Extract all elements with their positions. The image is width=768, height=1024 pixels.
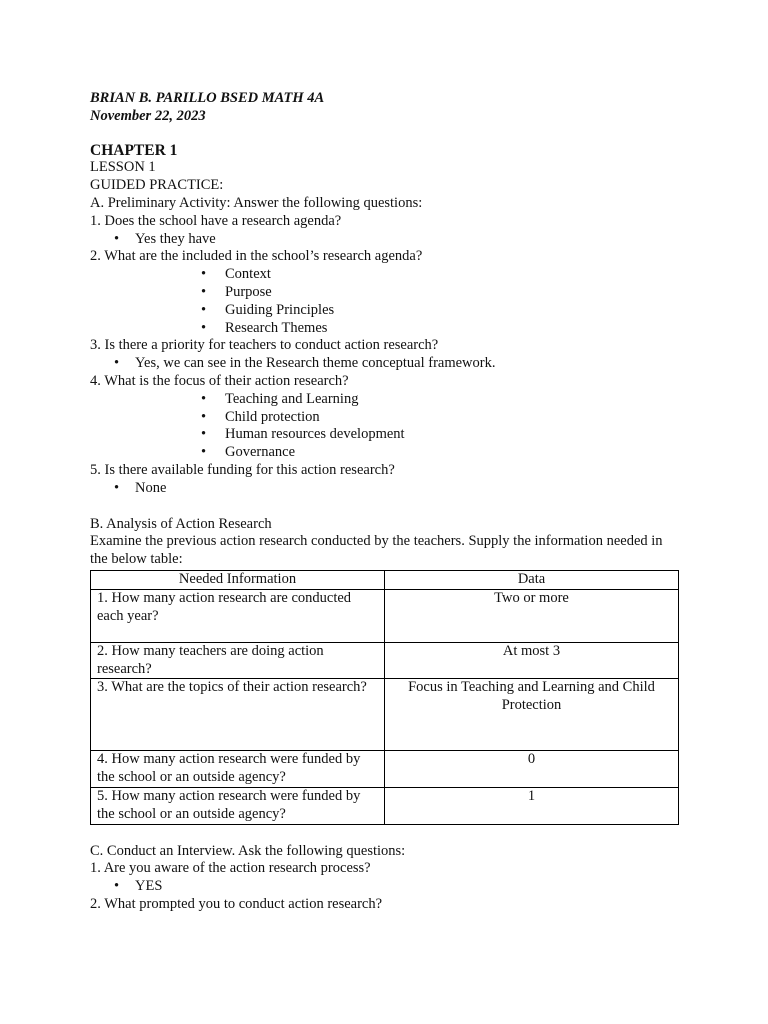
answer-list-a3	[90, 355, 680, 373]
lesson-heading: LESSON 1	[90, 159, 156, 176]
list-item: • Yes they have	[90, 231, 680, 249]
answer-list-a4	[90, 391, 680, 462]
table-cell-data: At most 3	[385, 642, 679, 679]
answer-list-a1	[90, 231, 680, 249]
section-a-title: A. Preliminary Activity: Answer the following questions:	[90, 194, 423, 211]
list-item: • Child protection	[90, 409, 680, 427]
question-a3: 3. Is there a priority for teachers to conduct action research?	[90, 337, 439, 354]
answer-list-a5	[90, 480, 680, 498]
table-cell-question: 5. How many action research were funded by the school or an outside agency?	[91, 787, 385, 824]
question-c1: 1. Are you aware of the action research process?	[90, 860, 371, 877]
list-item: • Purpose	[90, 284, 680, 302]
answer-list-c1	[90, 878, 680, 896]
question-a4: 4. What is the focus of their action research?	[90, 372, 349, 389]
document-page	[90, 90, 680, 914]
table-header-row	[91, 570, 679, 589]
section-b-intro: Examine the previous action research conducted by the teachers. Supply the information needed in the below table:	[90, 533, 663, 568]
table-cell-question: 1. How many action research are conducted each year?	[91, 589, 385, 642]
section-c-title: C. Conduct an Interview. Ask the following questions:	[90, 842, 406, 859]
author-line: BRIAN B. PARILLO BSED MATH 4A	[90, 90, 325, 106]
date-line: November 22, 2023	[90, 107, 206, 124]
table-row	[91, 751, 679, 788]
question-c2: 2. What prompted you to conduct action research?	[90, 895, 383, 912]
question-a2: 2. What are the included in the school’s research agenda?	[90, 248, 423, 265]
list-item: • Yes, we can see in the Research theme conceptual framework.	[90, 355, 680, 373]
table-cell-data: 1	[385, 787, 679, 824]
table-header-needed-info: Needed Information	[91, 570, 385, 589]
list-item: • Human resources development	[90, 426, 680, 444]
list-item: • Governance	[90, 444, 680, 462]
table-cell-question: 2. How many teachers are doing action research?	[91, 642, 385, 679]
table-row	[91, 787, 679, 824]
question-a1: 1. Does the school have a research agenda?	[90, 212, 342, 229]
list-item: • YES	[90, 878, 680, 896]
table-row	[91, 679, 679, 751]
table-cell-data: Two or more	[385, 589, 679, 642]
table-header-data: Data	[385, 570, 679, 589]
table-cell-question: 4. How many action research were funded by the school or an outside agency?	[91, 751, 385, 788]
question-a5: 5. Is there available funding for this action research?	[90, 461, 395, 478]
table-row	[91, 642, 679, 679]
list-item: • Guiding Principles	[90, 302, 680, 320]
analysis-table	[90, 570, 679, 825]
table-cell-data: Focus in Teaching and Learning and Child Protection	[385, 679, 679, 751]
list-item: • None	[90, 480, 680, 498]
guided-practice-heading: GUIDED PRACTICE:	[90, 177, 224, 194]
list-item: • Research Themes	[90, 320, 680, 338]
section-b-title: B. Analysis of Action Research	[90, 515, 272, 532]
list-item: • Teaching and Learning	[90, 391, 680, 409]
chapter-heading: CHAPTER 1	[90, 141, 178, 159]
table-cell-data: 0	[385, 751, 679, 788]
table-cell-question: 3. What are the topics of their action research?	[91, 679, 385, 751]
answer-list-a2	[90, 266, 680, 337]
table-row	[91, 589, 679, 642]
list-item: • Context	[90, 266, 680, 284]
